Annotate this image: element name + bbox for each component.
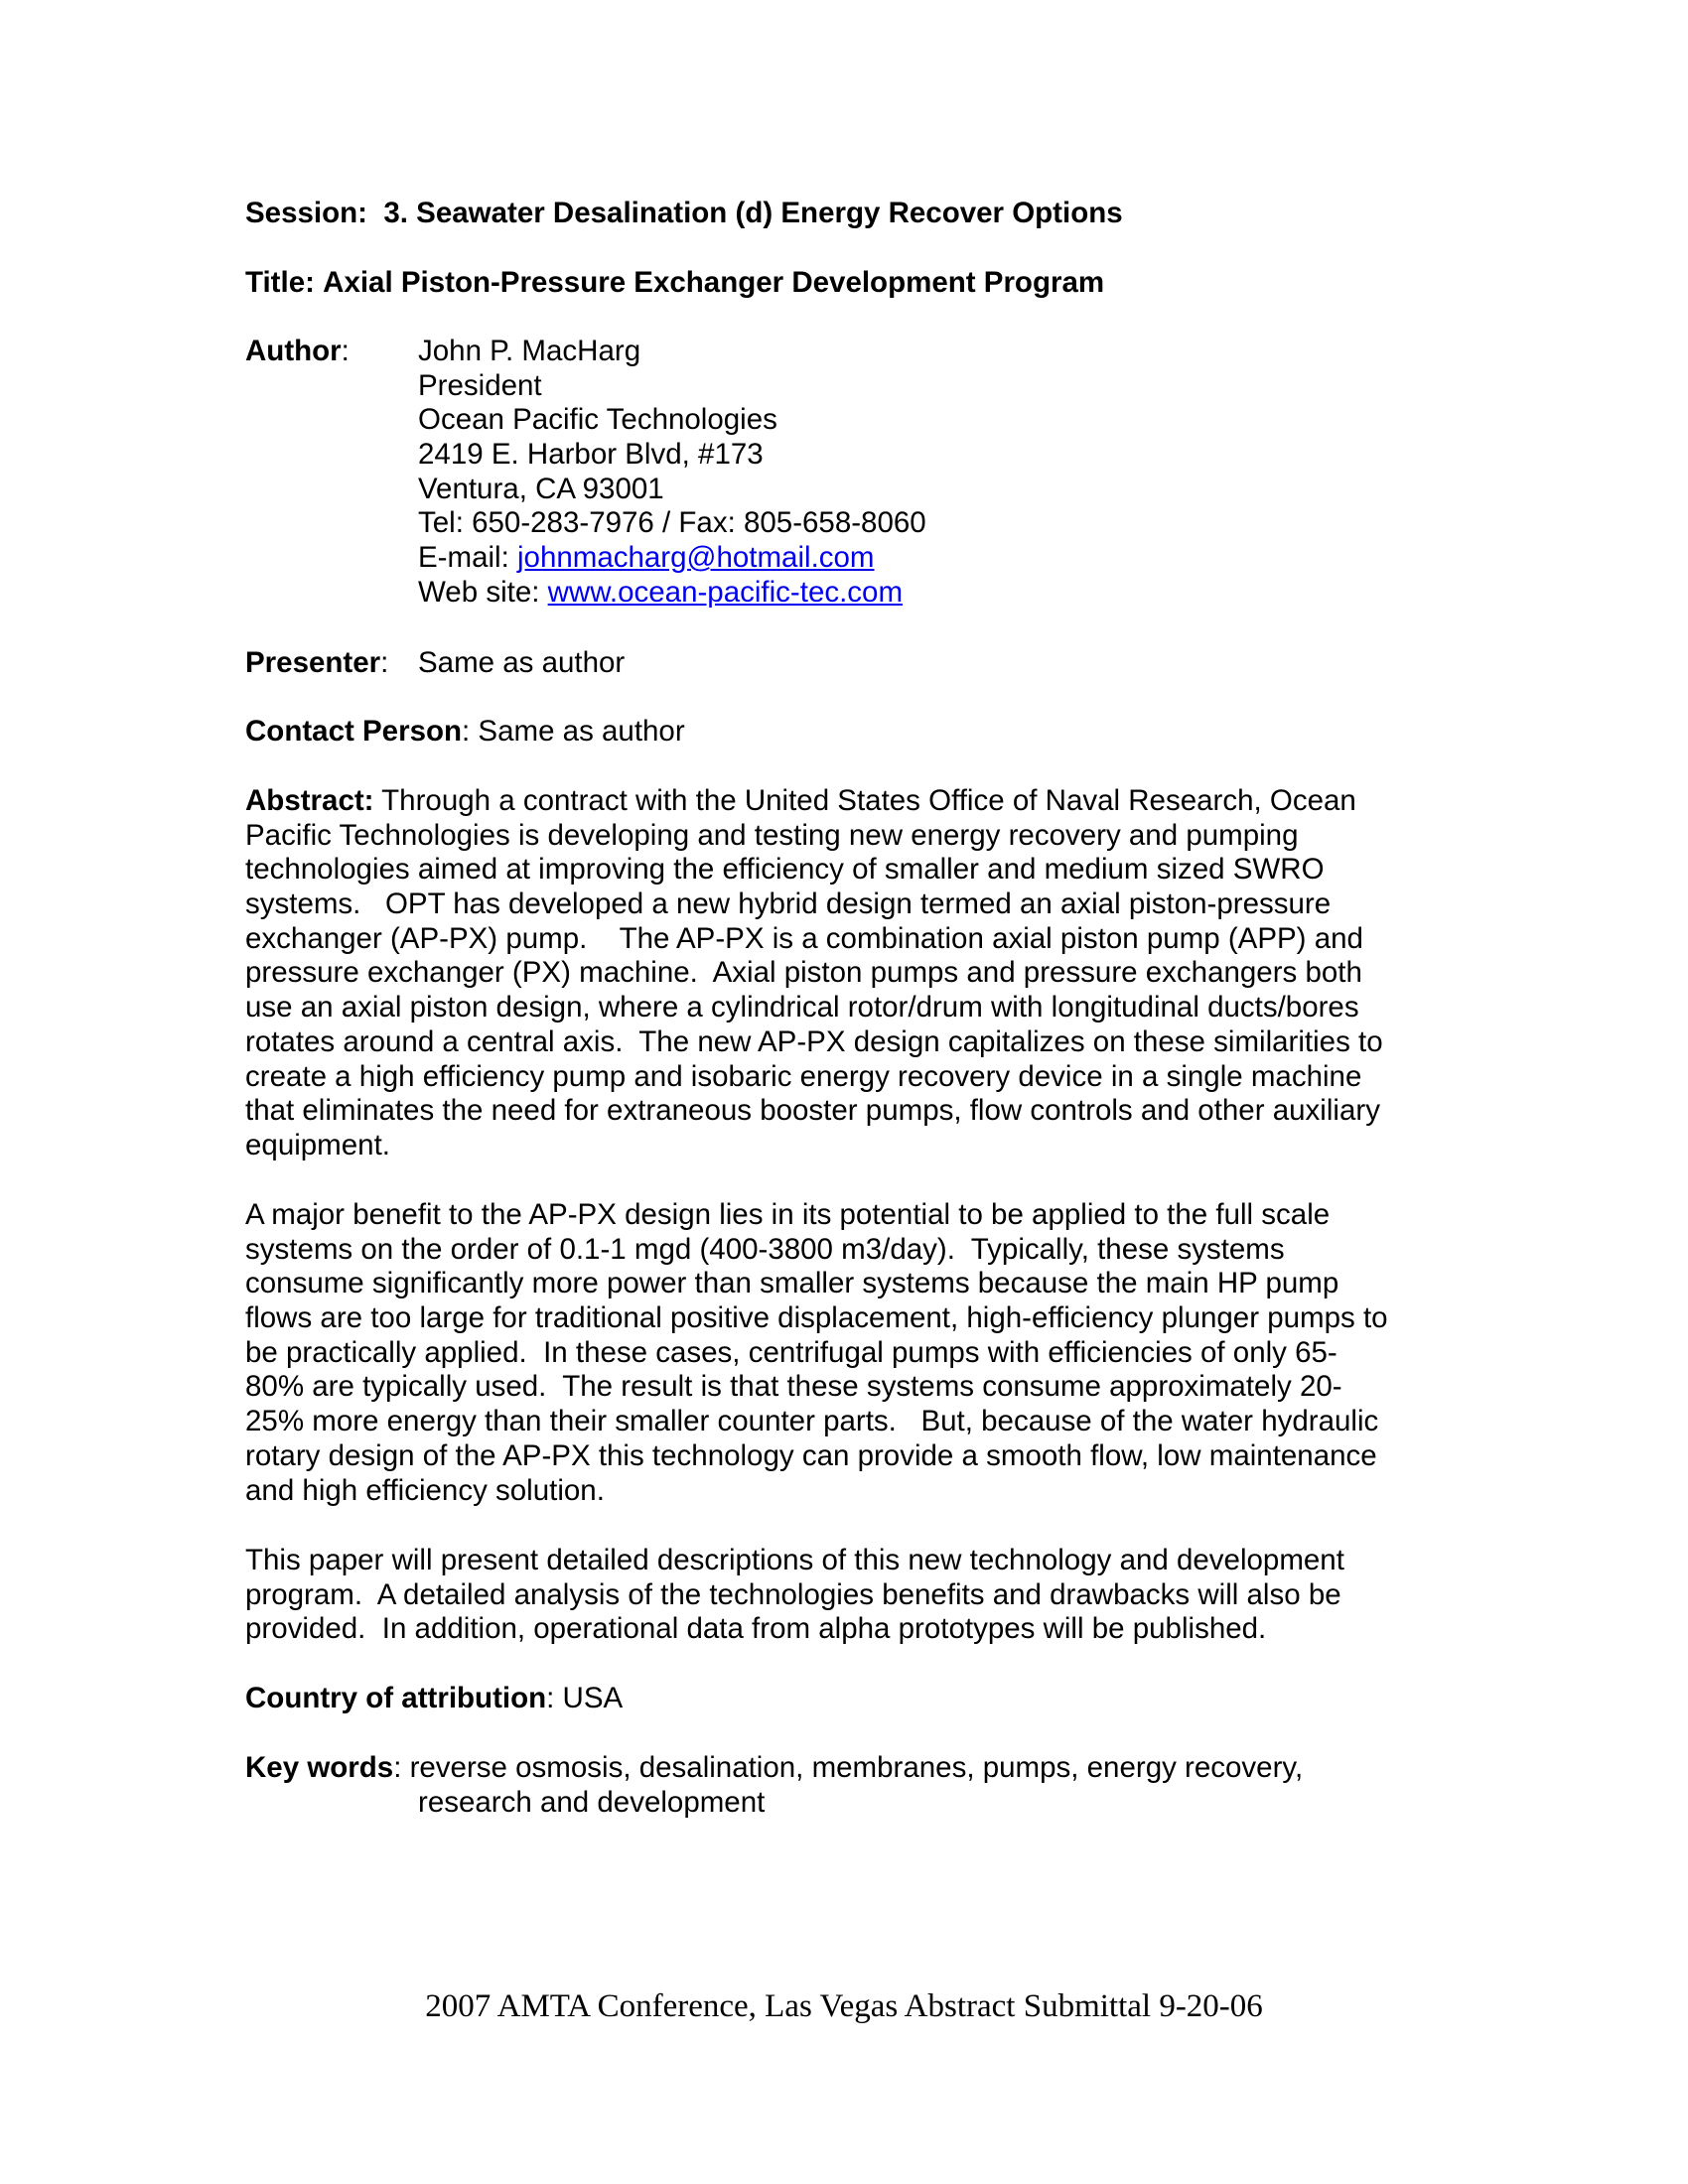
abstract-line xyxy=(245,784,1383,819)
author-label: Author xyxy=(245,335,342,367)
country-label: Country of attribution xyxy=(245,1682,547,1714)
presenter-label-wrap: Presenter: xyxy=(245,646,389,679)
abstract-line: be practically applied. In these cases, centrifugal pumps with efficiencies of only 65- xyxy=(245,1335,1337,1369)
email-link[interactable]: johnmacharg@hotmail.com xyxy=(516,541,875,575)
author-position: President xyxy=(418,368,542,402)
presenter-value: Same as author xyxy=(418,646,626,679)
abstract-line: This paper will present detailed descriptions of this new technology and development xyxy=(245,1544,1344,1576)
contact-label: Contact Person xyxy=(245,715,463,748)
keywords-continuation: research and development xyxy=(418,1786,766,1819)
title-line xyxy=(245,266,1104,301)
abstract-paragraph-2 xyxy=(245,1198,1388,1508)
keywords-label: Key words xyxy=(245,1751,394,1784)
author-label-wrap: Author: xyxy=(245,335,350,367)
abstract-line: consume significantly more power than smaller systems because the main HP pump xyxy=(245,1267,1339,1300)
author-address1: 2419 E. Harbor Blvd, #173 xyxy=(418,438,764,472)
abstract-text: Through a contract with the United States Office of Naval Research, Ocean xyxy=(373,784,1356,817)
abstract-line: exchanger (AP-PX) pump. The AP-PX is a combination axial piston pump (APP) and xyxy=(245,921,1363,955)
abstract-line: systems on the order of 0.1-1 mgd (400-3800 m3/day). Typically, these systems xyxy=(245,1232,1285,1266)
abstract-line: create a high efficiency pump and isobaric energy recovery device in a single machine xyxy=(245,1059,1362,1093)
web-link[interactable]: www.ocean-pacific-tec.com xyxy=(547,575,904,609)
abstract-paragraph-1 xyxy=(245,784,1383,1163)
keywords-value: : reverse osmosis, desalination, membranes, pumps, energy recovery, xyxy=(393,1751,1304,1784)
abstract-line: equipment. xyxy=(245,1128,390,1161)
author-company: Ocean Pacific Technologies xyxy=(418,403,777,437)
abstract-line: 80% are typically used. The result is that these systems consume approximately 20- xyxy=(245,1370,1342,1404)
author-web-line xyxy=(418,576,926,611)
abstract-line: flows are too large for traditional positive displacement, high-efficiency plunger pumps to xyxy=(245,1301,1388,1335)
session-label: Session: xyxy=(245,197,367,229)
author-email-line xyxy=(418,541,926,576)
presenter-label: Presenter xyxy=(245,646,381,679)
author-address2: Ventura, CA 93001 xyxy=(418,472,664,505)
session-value: 3. Seawater Desalination (d) Energy Recover Options xyxy=(383,197,1123,229)
abstract-line: Pacific Technologies is developing and testing new energy recovery and pumping xyxy=(245,818,1299,852)
abstract-line: pressure exchanger (PX) machine. Axial piston pumps and pressure exchangers both xyxy=(245,956,1362,990)
keywords-line xyxy=(245,1751,1303,1786)
contact-value: : Same as author xyxy=(462,715,685,748)
abstract-line: rotates around a central axis. The new AP-PX design capitalizes on these similarities to xyxy=(245,1024,1383,1058)
abstract-line: and high efficiency solution. xyxy=(245,1473,605,1507)
author-phone: Tel: 650-283-7976 / Fax: 805-658-8060 xyxy=(418,506,926,540)
abstract-line: rotary design of the AP-PX this technology can provide a smooth flow, low maintenance xyxy=(245,1438,1377,1472)
email-label: E-mail: xyxy=(418,541,517,575)
country-value: : USA xyxy=(546,1682,624,1714)
web-label: Web site: xyxy=(418,575,548,609)
abstract-line: A major benefit to the AP-PX design lies in its potential to be applied to the full scale xyxy=(245,1198,1331,1231)
contact-line xyxy=(245,715,685,750)
abstract-label: Abstract: xyxy=(245,784,374,817)
abstract-line: technologies aimed at improving the efficiency of smaller and medium sized SWRO xyxy=(245,853,1325,887)
abstract-line: use an axial piston design, where a cylindrical rotor/drum with longitudinal ducts/bores xyxy=(245,991,1359,1024)
abstract-paragraph-3 xyxy=(245,1544,1344,1647)
abstract-line: provided. In addition, operational data from alpha prototypes will be published. xyxy=(245,1612,1267,1646)
author-block xyxy=(418,335,926,611)
footer: 2007 AMTA Conference, Las Vegas Abstract Submittal 9-20-06 xyxy=(425,1988,1263,2024)
abstract-line: that eliminates the need for extraneous booster pumps, flow controls and other auxiliary xyxy=(245,1094,1380,1128)
author-name: John P. MacHarg xyxy=(418,335,641,367)
abstract-line: systems. OPT has developed a new hybrid design termed an axial piston-pressure xyxy=(245,887,1332,921)
abstract-line: program. A detailed analysis of the technologies benefits and drawbacks will also be xyxy=(245,1577,1341,1611)
session-line xyxy=(245,197,1123,231)
title-value: Axial Piston-Pressure Exchanger Development Program xyxy=(323,266,1105,299)
abstract-line: 25% more energy than their smaller counter parts. But, because of the water hydraulic xyxy=(245,1405,1379,1438)
title-label: Title: xyxy=(245,266,315,299)
country-line xyxy=(245,1682,623,1716)
